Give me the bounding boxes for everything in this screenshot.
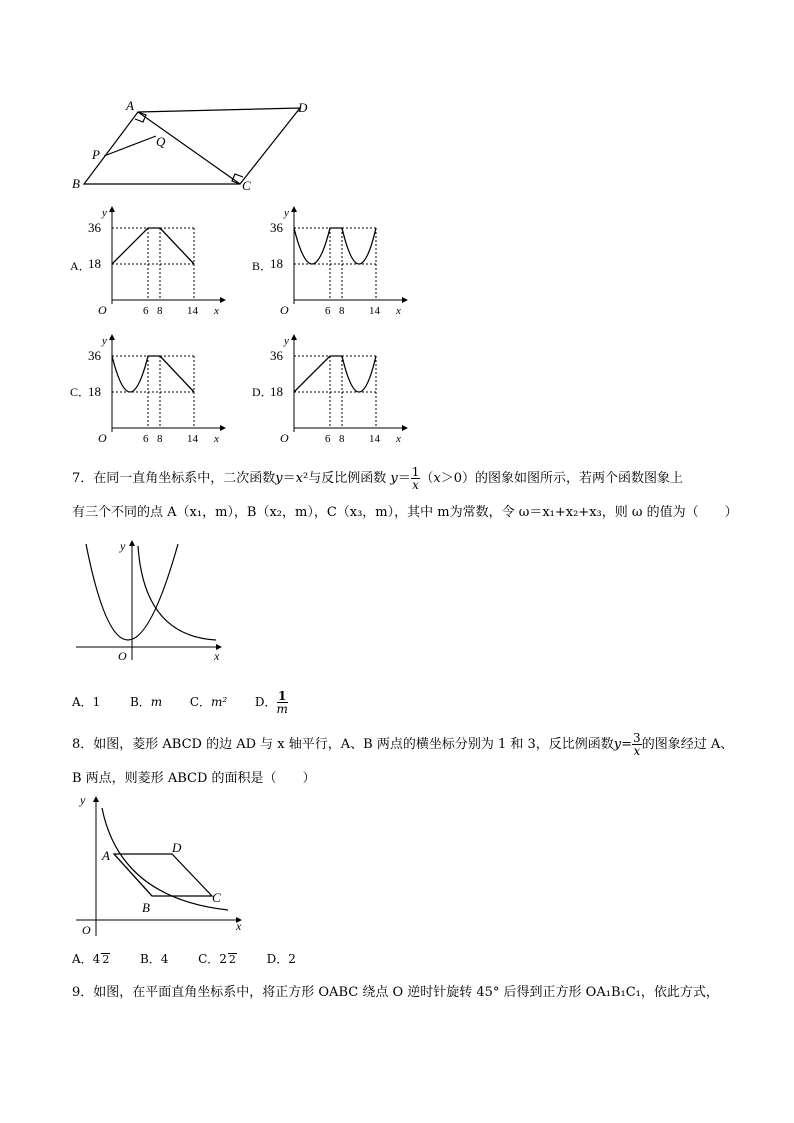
- q8-option-c[interactable]: C．2 2: [198, 952, 236, 966]
- x-tick-6: 6: [143, 305, 149, 317]
- origin-label: O: [98, 303, 107, 317]
- x-axis-label: x: [236, 919, 242, 933]
- q7-var-y: y: [275, 471, 283, 486]
- y-axis-label: y: [120, 539, 126, 553]
- x-tick-6: 6: [325, 433, 331, 445]
- q8-frac-num: 3: [633, 731, 641, 745]
- q7-option-d-fraction: $\frac{1}{m}$: [276, 689, 288, 716]
- x-axis-label: x: [396, 433, 401, 445]
- y-tick-18: 18: [270, 384, 283, 399]
- x-tick-14: 14: [187, 305, 198, 317]
- q7-option-b[interactable]: B．m: [129, 695, 163, 709]
- q7-eq2: ＝: [397, 471, 411, 486]
- q8-line-2: B 两点，则菱形 ABCD 的面积是（ ）: [72, 771, 316, 786]
- y-tick-36: 36: [88, 348, 101, 363]
- parallelogram-figure: [60, 92, 330, 202]
- q7-line-2: 有三个不同的点 A（x₁，m），B（x₂，m），C（x₃，m），其中 m为常数，令 ω＝x₁+x₂+x₃，则 ω 的值为（ ）: [72, 505, 738, 520]
- option-label: B．: [252, 259, 273, 273]
- origin-label: O: [280, 303, 289, 317]
- label-B: B: [142, 900, 150, 915]
- option-label: D．: [252, 385, 273, 399]
- x-tick-14: 14: [187, 433, 198, 445]
- q7-option-a[interactable]: A．1: [72, 695, 101, 709]
- y-tick-36: 36: [88, 220, 101, 235]
- y-axis-label: y: [102, 207, 107, 219]
- q7-option-d[interactable]: D． $\frac{1}{m}$: [254, 689, 288, 716]
- x-tick-8: 8: [157, 433, 163, 445]
- origin-label: O: [118, 649, 127, 663]
- label-Q: Q: [156, 134, 166, 149]
- origin-label: O: [82, 923, 91, 937]
- label-C: C: [212, 890, 221, 905]
- x-tick-6: 6: [325, 305, 331, 317]
- x-axis-label: x: [396, 305, 401, 317]
- y-tick-18: 18: [88, 384, 101, 399]
- graph-option-c: [70, 332, 240, 452]
- q7-var-x2: x: [433, 471, 441, 486]
- q7-options: [72, 690, 288, 715]
- q8-text-b: 的图象经过 A、: [641, 737, 734, 752]
- x-tick-8: 8: [157, 305, 163, 317]
- graph-option-d: [252, 332, 422, 452]
- x-tick-6: 6: [143, 433, 149, 445]
- q8-frac-den: x: [633, 744, 641, 758]
- x-axis-label: x: [214, 433, 219, 445]
- q7-text-f: 与反比例函数: [308, 471, 387, 486]
- x-axis-label: x: [214, 649, 220, 663]
- y-tick-18: 18: [88, 256, 101, 271]
- x-tick-8: 8: [339, 305, 345, 317]
- y-tick-36: 36: [270, 220, 283, 235]
- q7-paren: （: [420, 471, 434, 486]
- q7-line-1: [72, 466, 683, 491]
- q7-graph: [72, 536, 232, 664]
- y-axis-label: y: [284, 207, 289, 219]
- x-tick-8: 8: [339, 433, 345, 445]
- label-A: A: [102, 848, 110, 863]
- label-A: A: [126, 98, 134, 113]
- label-B: B: [72, 176, 80, 191]
- label-C: C: [242, 178, 251, 193]
- q8-options: [72, 950, 296, 967]
- q7-var-x: x: [295, 471, 303, 486]
- q8-line-1: [72, 732, 733, 757]
- y-axis-label: y: [284, 335, 289, 347]
- q9-line-1: 9．如图，在平面直角坐标系中，将正方形 OABC 绕点 O 逆时针旋转 45° 后得到正方形 OA₁B₁C₁，依此方式，: [72, 985, 719, 1000]
- q8-text-a: 8．如图，菱形 ABCD 的边 AD 与 x 轴平行，A、B 两点的横坐标分别为 1 和 3，反比例函数: [72, 737, 614, 752]
- y-axis-label: y: [102, 335, 107, 347]
- q8-var-y: y: [613, 737, 622, 752]
- y-tick-36: 36: [270, 348, 283, 363]
- graph-option-a: [70, 204, 240, 324]
- q7-frac-num: 1: [411, 465, 420, 479]
- x-tick-14: 14: [369, 305, 380, 317]
- origin-label: O: [98, 431, 107, 445]
- x-axis-label: x: [214, 305, 219, 317]
- q8-graph: [72, 790, 252, 940]
- q8-option-a[interactable]: A．4 2: [72, 952, 110, 966]
- label-D: D: [298, 100, 308, 115]
- q7-text-a: 7．在同一直角坐标系中，二次函数: [72, 471, 276, 486]
- option-label: C．: [70, 385, 91, 399]
- q7-frac-den: x: [412, 478, 419, 492]
- q7-eq: ＝: [282, 471, 296, 486]
- q7-sup: ²: [303, 471, 309, 486]
- label-P: P: [92, 147, 100, 162]
- q7-fraction: [411, 466, 421, 491]
- q7-var-y2: y: [390, 471, 398, 486]
- q8-eq: =: [621, 737, 633, 752]
- q7-option-c[interactable]: C．m²: [189, 695, 228, 709]
- x-tick-14: 14: [369, 433, 380, 445]
- q8-option-b[interactable]: B．4: [139, 952, 169, 966]
- origin-label: O: [280, 431, 289, 445]
- y-axis-label: y: [80, 793, 86, 807]
- q8-fraction: [632, 732, 642, 757]
- graph-option-b: [252, 204, 422, 324]
- q8-option-d[interactable]: D．2: [266, 952, 296, 966]
- q7-text-k: ＞0）的图象如图所示，若两个函数图象上: [440, 471, 684, 486]
- y-tick-18: 18: [270, 256, 283, 271]
- label-D: D: [172, 840, 182, 855]
- option-label: A．: [70, 259, 91, 273]
